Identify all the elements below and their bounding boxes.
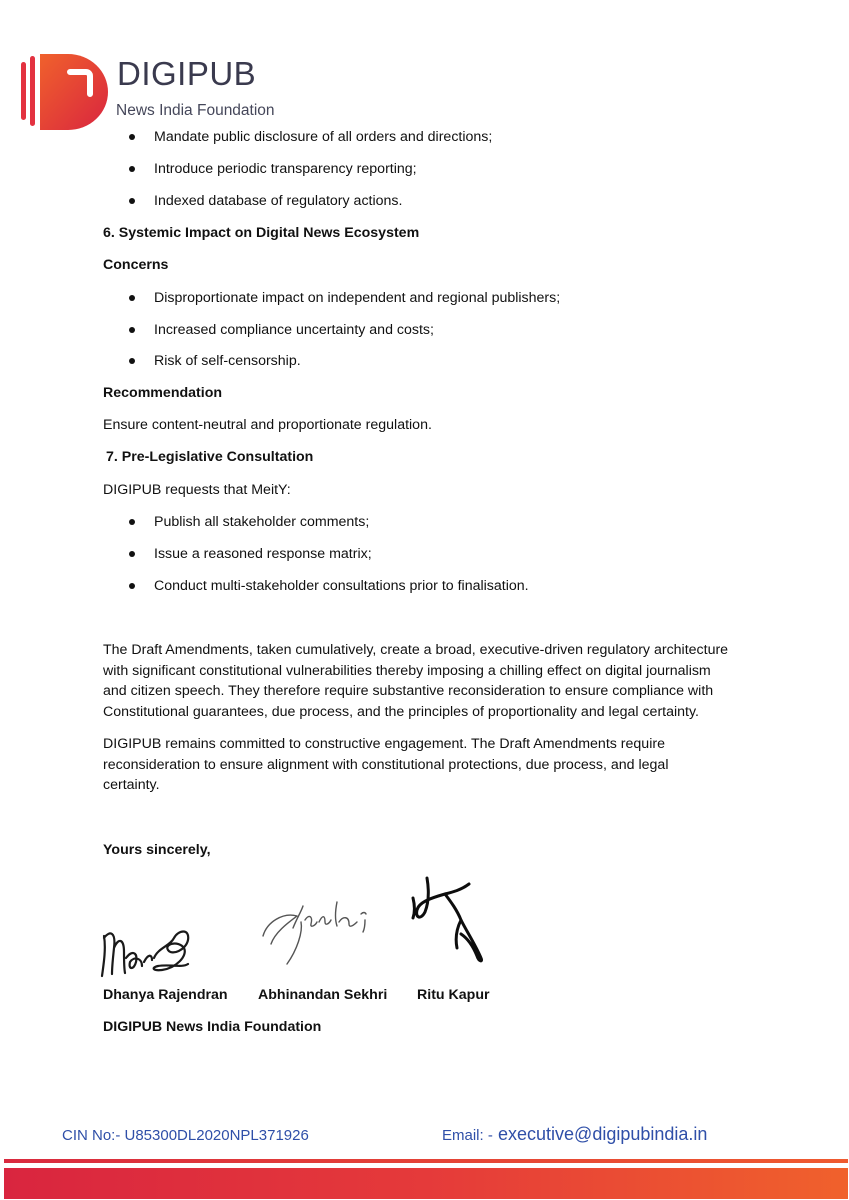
section-intro: DIGIPUB requests that MeitY: bbox=[103, 482, 291, 498]
brand-subtitle: News India Foundation bbox=[116, 102, 275, 119]
footer-cin: CIN No:- U85300DL2020NPL371926 bbox=[62, 1127, 309, 1144]
list-item: Disproportionate impact on independent and regional publishers; bbox=[154, 290, 561, 306]
list-item: Increased compliance uncertainty and costs; bbox=[154, 322, 434, 338]
footer-band bbox=[4, 1168, 848, 1199]
list-item: Conduct multi-stakeholder consultations prior to finalisation. bbox=[154, 578, 529, 594]
list-item: Risk of self-censorship. bbox=[154, 353, 301, 369]
section-heading: 7. Pre-Legislative Consultation bbox=[106, 449, 314, 465]
bullet-dot bbox=[129, 166, 135, 172]
bullet-dot bbox=[129, 198, 135, 204]
signatory-name: Dhanya Rajendran bbox=[103, 987, 228, 1003]
paragraph-line: reconsideration to ensure alignment with constitutional protections, due process, and legal bbox=[103, 757, 669, 773]
paragraph-line: Constitutional guarantees, due process, and the principles of proportionality and legal certainty. bbox=[103, 704, 699, 720]
signatory-name: Ritu Kapur bbox=[417, 987, 490, 1003]
bullet-dot bbox=[129, 551, 135, 557]
signature-ritu-kapur bbox=[405, 870, 495, 965]
bullet-dot bbox=[129, 295, 135, 301]
bullet-dot bbox=[129, 358, 135, 364]
organization-name: DIGIPUB News India Foundation bbox=[103, 1019, 322, 1035]
list-item: Mandate public disclosure of all orders and directions; bbox=[154, 129, 493, 145]
subheading-recommendation: Recommendation bbox=[103, 385, 223, 401]
signature-dhanya-rajendran bbox=[98, 918, 198, 980]
paragraph-line: certainty. bbox=[103, 777, 160, 793]
list-item: Introduce periodic transparency reporting; bbox=[154, 161, 417, 177]
digipub-logo bbox=[18, 50, 114, 135]
signatory-name: Abhinandan Sekhri bbox=[258, 987, 388, 1003]
digipub-logo-mark-icon bbox=[18, 50, 114, 130]
bullet-dot bbox=[129, 519, 135, 525]
paragraph-line: with significant constitutional vulnerabilities thereby imposing a chilling effect on digital journalism bbox=[103, 663, 711, 679]
bullet-dot bbox=[129, 134, 135, 140]
brand-name: DIGIPUB bbox=[117, 55, 257, 92]
recommendation-text: Ensure content-neutral and proportionate regulation. bbox=[103, 417, 432, 433]
paragraph-line: DIGIPUB remains committed to constructive engagement. The Draft Amendments require bbox=[103, 736, 665, 752]
list-item: Publish all stakeholder comments; bbox=[154, 514, 370, 530]
paragraph-line: The Draft Amendments, taken cumulatively, create a broad, executive-driven regulatory architecture bbox=[103, 642, 729, 658]
subheading-concerns: Concerns bbox=[103, 257, 169, 273]
section-heading: 6. Systemic Impact on Digital News Ecosystem bbox=[103, 225, 420, 241]
list-item: Issue a reasoned response matrix; bbox=[154, 546, 372, 562]
footer-divider bbox=[4, 1159, 848, 1163]
footer-email-label: Email: - bbox=[442, 1127, 493, 1144]
footer-email-link[interactable]: executive@digipubindia.in bbox=[498, 1124, 708, 1144]
salutation: Yours sincerely, bbox=[103, 842, 211, 858]
signature-abhinandan-sekhri bbox=[253, 892, 383, 972]
list-item: Indexed database of regulatory actions. bbox=[154, 193, 403, 209]
paragraph-line: and citizen speech. They therefore require substantive reconsideration to ensure compliance with bbox=[103, 683, 714, 699]
bullet-dot bbox=[129, 583, 135, 589]
bullet-dot bbox=[129, 327, 135, 333]
